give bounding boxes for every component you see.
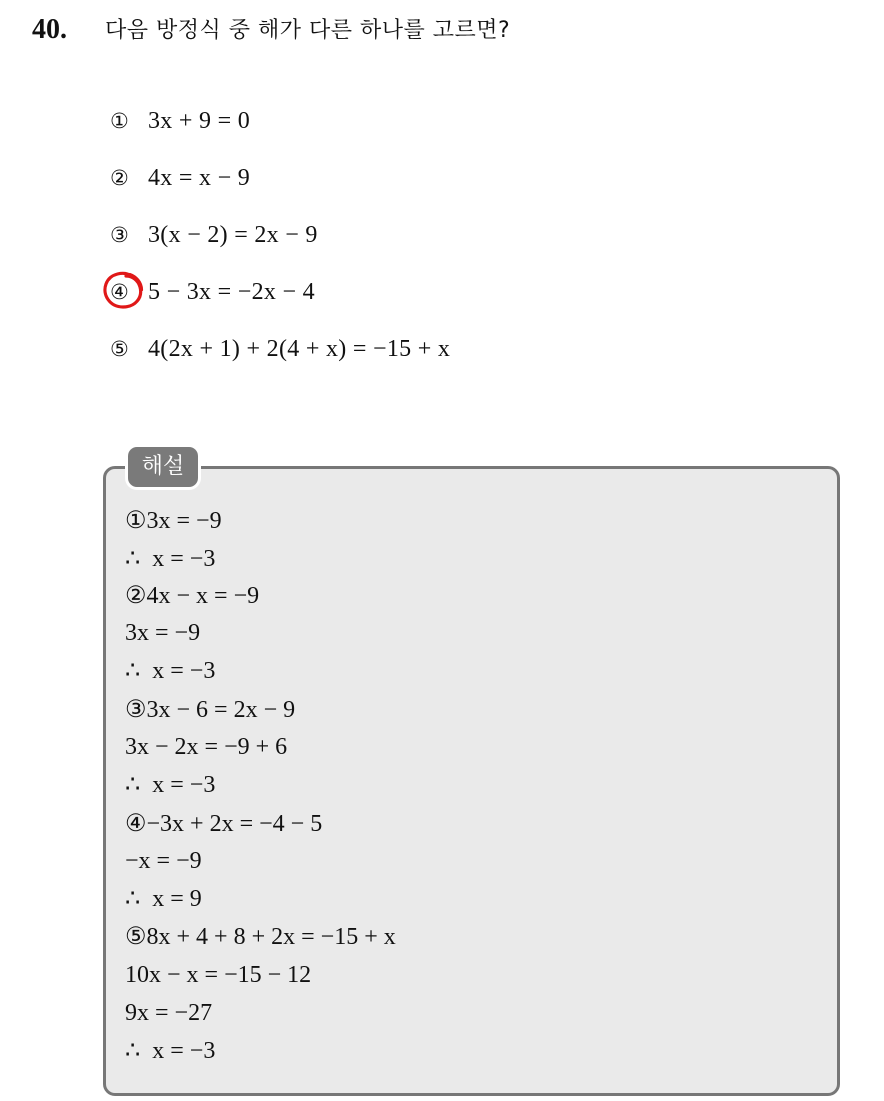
choice-marker-wrap xyxy=(110,280,148,304)
solution-line: 9x = −27 xyxy=(125,1000,213,1026)
solution-line: ∴ x = 9 xyxy=(125,886,202,912)
solution-line: ③3x − 6 = 2x − 9 xyxy=(125,697,296,723)
solution-tab-label: 해설 xyxy=(128,447,198,487)
choice-marker: ① xyxy=(110,109,129,133)
solution-line: ②4x − x = −9 xyxy=(125,583,260,609)
solution-line: ∴ x = −3 xyxy=(125,772,216,798)
choice-equation: 4x = x − 9 xyxy=(148,164,251,191)
choice-marker: ③ xyxy=(110,223,129,247)
choice-marker: ④ xyxy=(110,280,129,304)
solution-line: ∴ x = −3 xyxy=(125,1038,216,1064)
choice-equation: 4(2x + 1) + 2(4 + x) = −15 + x xyxy=(148,335,451,362)
solution-line: ⑤8x + 4 + 8 + 2x = −15 + x xyxy=(125,924,396,950)
selection-circle-icon xyxy=(102,270,146,312)
solution-line: 3x − 2x = −9 + 6 xyxy=(125,734,288,760)
solution-line: ∴ x = −3 xyxy=(125,546,216,572)
solution-line: ①3x = −9 xyxy=(125,508,222,534)
choice-4[interactable] xyxy=(110,274,315,310)
solution-line: ④−3x + 2x = −4 − 5 xyxy=(125,811,323,837)
choice-2[interactable] xyxy=(110,160,250,196)
solution-line: ∴ x = −3 xyxy=(125,658,216,684)
choice-equation: 3(x − 2) = 2x − 9 xyxy=(148,221,318,248)
solution-line: 3x = −9 xyxy=(125,620,201,646)
question-number: 40. xyxy=(32,14,67,45)
choice-equation: 3x + 9 = 0 xyxy=(148,107,251,134)
solution-line: 10x − x = −15 − 12 xyxy=(125,962,312,988)
choice-1[interactable] xyxy=(110,103,250,139)
question-text: 다음 방정식 중 해가 다른 하나를 고르면? xyxy=(105,18,511,43)
choice-5[interactable] xyxy=(110,331,450,367)
solution-line: −x = −9 xyxy=(125,848,202,874)
choice-equation: 5 − 3x = −2x − 4 xyxy=(148,278,315,305)
choice-marker: ⑤ xyxy=(110,337,129,361)
choice-marker: ② xyxy=(110,166,129,190)
choice-3[interactable] xyxy=(110,217,318,253)
